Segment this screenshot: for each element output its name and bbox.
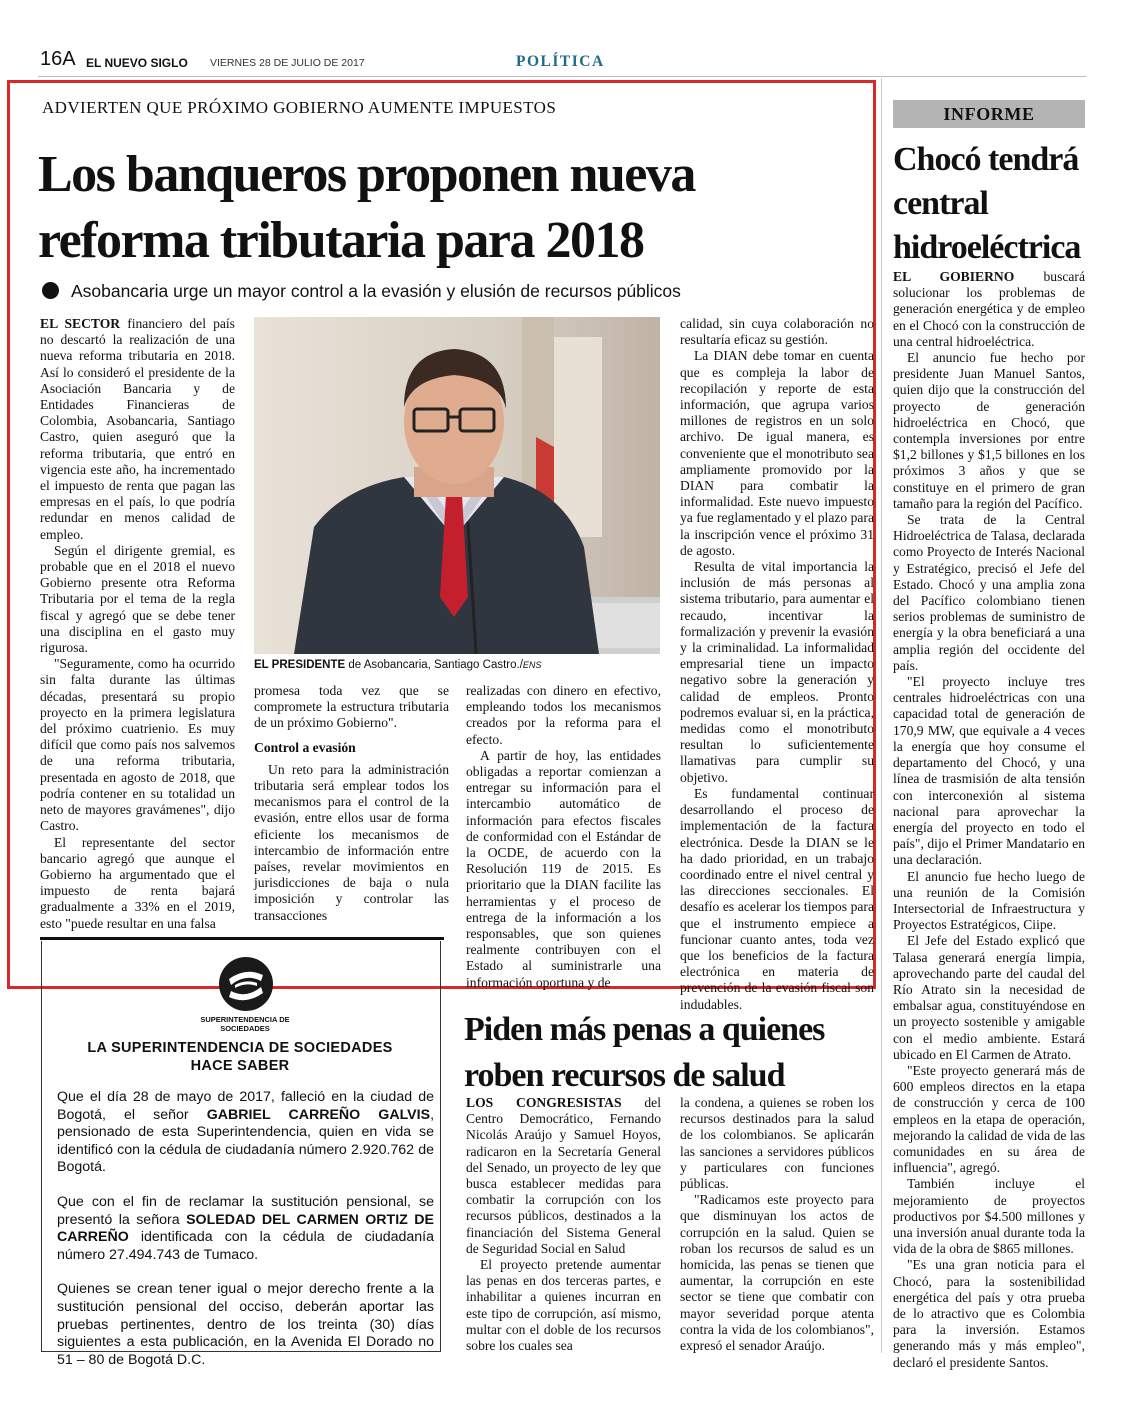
claimant-name: SOLEDAD DEL CARMEN ORTIZ DE CARREÑO bbox=[57, 1211, 434, 1246]
article-subhead bbox=[42, 281, 681, 302]
informe-label: INFORME bbox=[943, 104, 1035, 124]
article-kicker: ADVIERTEN QUE PRÓXIMO GOBIERNO AUMENTE IMPUESTOS bbox=[42, 98, 557, 117]
paragraph: "El proyecto incluye tres centrales hidroeléctricas con una capacidad total de generación de 170,9 MW, que equivale a 4 veces la energía que hoy consume el departamento del Chocó, y una línea de trasmisión de alta tensión con interconexión al sistema nacional para aprovechar la energía del proyecto en todo el país", dijo el Primer Mandatario en una declaración. bbox=[893, 674, 1085, 868]
notice-text: Que el día 28 de mayo de 2017, falleció en la ciudad de Bogotá, el señor bbox=[57, 1089, 434, 1123]
notice-title-line-2: HACE SABER bbox=[190, 1058, 290, 1074]
paragraph-text: financiero del país no descartó la realización de una nueva reforma tributaria en 2018. Así lo consideró el presidente de la Asociación Bancaria y de Entidades Financieras de Colombia, Asobancaria, Santiago Castro, quien aseguró que la reforma tributaria, que entró en vigencia este año, ha incrementado el impuesto de renta que pagan las empresas en el país, lo que podría redundar en menos calidad de empleo. bbox=[40, 316, 235, 542]
paragraph: Se trata de la Central Hidroeléctrica de Talasa, declarada como Proyecto de Interés Nacional y Estratégico, precisó el Jefe del Estado. Chocó y una amplia zona del Pacífico colombiano tienen serios problemas de suministro de energía y la obra beneficiará a una amplia región del occidente del país. bbox=[893, 512, 1085, 673]
notice-text: identificada con la cédula de ciudadanía número 27.494.743 de Tumaco. bbox=[57, 1229, 434, 1263]
article-column-4 bbox=[680, 316, 874, 1013]
paragraph: "Seguramente, como ha ocurrido sin falta durante las últimas décadas, presentará su propio proyecto en la primera legislatura del próximo cuatrienio. Es muy difícil que como país nos salvemos de una reforma tributaria, presentada en agosto de 2018, que podría contener en su totalidad un neto de mayores gravámenes", dijo Castro. bbox=[40, 656, 235, 834]
paragraph: Según el dirigente gremial, es probable que en el 2018 el nuevo Gobierno presente otra Reforma Tributaria por el tema de la regla fiscal y agregó que se debe tener una disciplina en el gasto muy rigurosa. bbox=[40, 542, 235, 656]
paragraph: realizadas con dinero en efectivo, empleando todos los mecanismos creados por la reforma para el efecto. bbox=[466, 683, 661, 747]
notice-body bbox=[57, 1089, 434, 1386]
article-column-2 bbox=[254, 683, 449, 924]
paragraph: El representante del sector bancario agregó que aunque el Gobierno ha argumentado que el impuesto de renta bajará gradualmente a 33% en el 2019, esto "puede resultar en una falsa bbox=[40, 834, 235, 931]
side-article-headline: Chocó tendrá central hidroeléctrica bbox=[893, 141, 1081, 266]
header-rule bbox=[38, 76, 1086, 77]
caption-lead: EL PRESIDENTE bbox=[254, 659, 346, 671]
paragraph: Es fundamental continuar desarrollando el proceso de implementación de la factura electrónica. Desde la DIAN se le ha dado prioridad, en un trabajo coordinado entre el nivel central y las direcciones seccionales. El desafío es acelerar los tiempos para que el instrumento empiece a funcionar cuanto antes, toda vez que los beneficios de la factura electrónica en materia de prevención de la evasión fiscal son indudables. bbox=[680, 785, 874, 1012]
paragraph: A partir de hoy, las entidades obligadas a reportar comienzan a entregar su información para el intercambio automático de información para efectos fiscales de conformidad con el Estándar de la OCDE, de acuerdo con la Resolución 119 de 2015. Es prioritario que la DIAN facilite las herramientas y el proceso de entrega de la información a los responsables, que son quienes realmente contribuyen con el Estado al suministrarle una información oportuna y de bbox=[466, 747, 661, 990]
paragraph bbox=[40, 316, 235, 543]
paragraph: El anuncio fue hecho por presidente Juan Manuel Santos, quien dijo que la construcción del proyecto de generación hidroeléctrica en Chocó, que contempla inversiones por entre $1,2 billones y $1,5 billones en los próximos 3 años y que se constituye en el primero de gran tamaño para la región del Pacífico. bbox=[893, 350, 1085, 511]
notice-text: , pensionado de esta Superintendencia, quien en vida se identificó con la cédula de ciudadanía número 2.920.762 de Bogotá. bbox=[57, 1106, 435, 1176]
lead-in: EL GOBIERNO bbox=[893, 269, 1015, 284]
paragraph: calidad, sin cuya colaboración no resultaría eficaz su gestión. bbox=[680, 316, 874, 348]
second-article-column-1 bbox=[466, 1095, 661, 1354]
speaker-photo-illustration bbox=[254, 317, 660, 654]
page-header bbox=[38, 48, 1088, 76]
paragraph: La DIAN debe tomar en cuenta que es compleja la labor de recopilación y reporte de esta información, que agrupa varios millones de registros en un solo archivo. De igual manera, es conveniente que el monotributo sea ampliamente promovido por la DIAN para combatir la informalidad. Este nuevo impuesto ya fue reglamentado y el plazo para la inscripción vence el próximo 31 de agosto. bbox=[680, 348, 874, 558]
issue-date: VIERNES 28 DE JULIO DE 2017 bbox=[210, 57, 365, 69]
paragraph bbox=[466, 1095, 661, 1257]
notice-top-rule bbox=[40, 937, 444, 940]
bullet-icon bbox=[42, 282, 59, 299]
photo-caption bbox=[254, 659, 660, 671]
paragraph: la condena, a quienes se roben los recursos destinados para la salud de los colombianos. Se aplicarán las sanciones a servidores públicos y particulares con funciones públicas. bbox=[680, 1095, 874, 1192]
caption-text: de Asobancaria, Santiago Castro./ bbox=[345, 659, 523, 671]
notice-paragraph bbox=[57, 1194, 434, 1264]
paragraph: promesa toda vez que se comprometе la estructura tributaria de un próximo Gobierno". bbox=[254, 683, 449, 731]
paragraph: Resulta de vital importancia la inclusión de más personas al sistema tributario, para aumentar el recaudo, incentivar la formalización y prevenir la evasión y la criminalidad. La informalidad empresarial tiene un impacto negativo sobre la generación y calidad de empleos. Pronto podremos evaluar si, en la práctica, medidas como el monotributo resultan lo suficientemente llamativas para cumplir su objetivo. bbox=[680, 559, 874, 785]
paragraph bbox=[893, 269, 1085, 350]
paragraph-text: del Centro Democrático, Fernando Nicolás Araújo y Samuel Hoyos, radicaron en la Secretaría General del Senado, un proyecto de ley que busca establecer medidas para combatir la corrupción con los recursos públicos, destinados a la financiación del Sistema General de Seguridad Social en Salud bbox=[466, 1095, 661, 1256]
article-photo bbox=[254, 317, 660, 654]
paragraph: El proyecto pretende aumentar las penas en dos terceras partes, e inhabilitar a quienes incurran en este tipo de corrupción, así mismo, multar con el doble de los recursos sobre los cuales sea bbox=[466, 1257, 661, 1354]
lead-in: LOS CONGRESISTAS bbox=[466, 1095, 622, 1110]
notice-title-line-1: LA SUPERINTENDENCIA DE SOCIEDADES bbox=[87, 1040, 393, 1056]
notice-paragraph bbox=[57, 1089, 434, 1177]
caption-credit: ENS bbox=[522, 660, 542, 670]
subhead-text: Asobancaria urge un mayor control a la evasión y elusión de recursos públicos bbox=[71, 281, 681, 301]
side-article-body bbox=[893, 269, 1085, 1371]
second-article-column-2 bbox=[680, 1095, 874, 1354]
paragraph: Un reto para la administración tributaria será emplear todos los mecanismos para el control de la evasión, entre ellos usar de forma eficiente los mecanismos de intercambio de información entre países, revelar movimientos en jurisdicciones de baja o nula imposición y controlar las transacciones bbox=[254, 761, 449, 923]
article-column-3 bbox=[466, 683, 661, 991]
notice-paragraph: Quienes se crean tener igual o mejor derecho frente a la sustitución pensional del occiso, deberán aportar las pruebas pertinentes, dentro de los treinta (30) días siguientes a esta publicación, en la Avenida El Dorado no 51 – 80 de Bogotá D.C. bbox=[57, 1281, 434, 1368]
paragraph: El anuncio fue hecho luego de una reunión de la Comisión Intersectorial de Infraestructura y Proyectos Estratégicos, Ciipe. bbox=[893, 868, 1085, 933]
paragraph: "Este proyecto generará más de 600 empleos directos en la etapa de construcción y cerca de 100 empleos en la etapa de operación, mejorando la calidad de vida de las comunidades en su área de influencia", agregó. bbox=[893, 1062, 1085, 1176]
notice-text: Que con el fin de reclamar la sustitución pensional, se presentó la señora bbox=[57, 1193, 434, 1228]
page-number: 16A bbox=[40, 48, 76, 70]
paragraph: También incluye el mejoramiento de proyectos productivos por $4.500 millones y una inversión anual durante toda la vida de la obra de $865 millones. bbox=[893, 1176, 1085, 1257]
paper-name: EL NUEVO SIGLO bbox=[86, 56, 188, 70]
column-divider bbox=[881, 78, 882, 1353]
notice-logo-name: SUPERINTENDENCIA DE SOCIEDADES bbox=[200, 1015, 290, 1033]
section-name: POLÍTICA bbox=[516, 53, 605, 70]
second-article-headline: Piden más penas a quienes roben recursos de salud bbox=[464, 1011, 825, 1094]
notice-title bbox=[60, 1039, 420, 1075]
article-column-1 bbox=[40, 316, 235, 932]
deceased-name: GABRIEL CARREÑO GALVIS bbox=[206, 1106, 431, 1123]
section-subtitle: Control a evasión bbox=[254, 739, 356, 755]
article-headline: Los banqueros proponen nueva reforma tributaria para 2018 bbox=[38, 146, 695, 269]
paragraph-text: buscará solucionar los problemas de generación energética y de empleo en el Chocó con la construcción de una central hidroeléctrica. bbox=[893, 269, 1085, 349]
paragraph: "Es una gran noticia para el Chocó, para la sostenibilidad energética del país y otra prueba de lo atractivo que es Colombia para la inversión. Estamos generando más y más empleo", declaró el presidente Santos. bbox=[893, 1257, 1085, 1370]
lead-in: EL SECTOR bbox=[40, 316, 121, 331]
paragraph: El Jefe del Estado explicó que Talasa generará energía limpia, aprovechando parte del caudal del Río Atrato sin la necesidad de embalsar agua, constituyéndose en un proyecto sostenible y amigable con el medio ambiente. Estará ubicado en El Carmen de Atrato. bbox=[893, 933, 1085, 1062]
paragraph: "Radicamos este proyecto para que disminuyan los actos de corrupción en la salud. Quien se roban los recursos de salud es un homicida, las penas se tienen que aumentar, la corrupción en este sector se tiene que combatir con mayor severidad porque atenta contra la vida de los colombianos", expresó el senador Araújo. bbox=[680, 1192, 874, 1354]
supersociedades-logo-icon bbox=[217, 955, 275, 1013]
